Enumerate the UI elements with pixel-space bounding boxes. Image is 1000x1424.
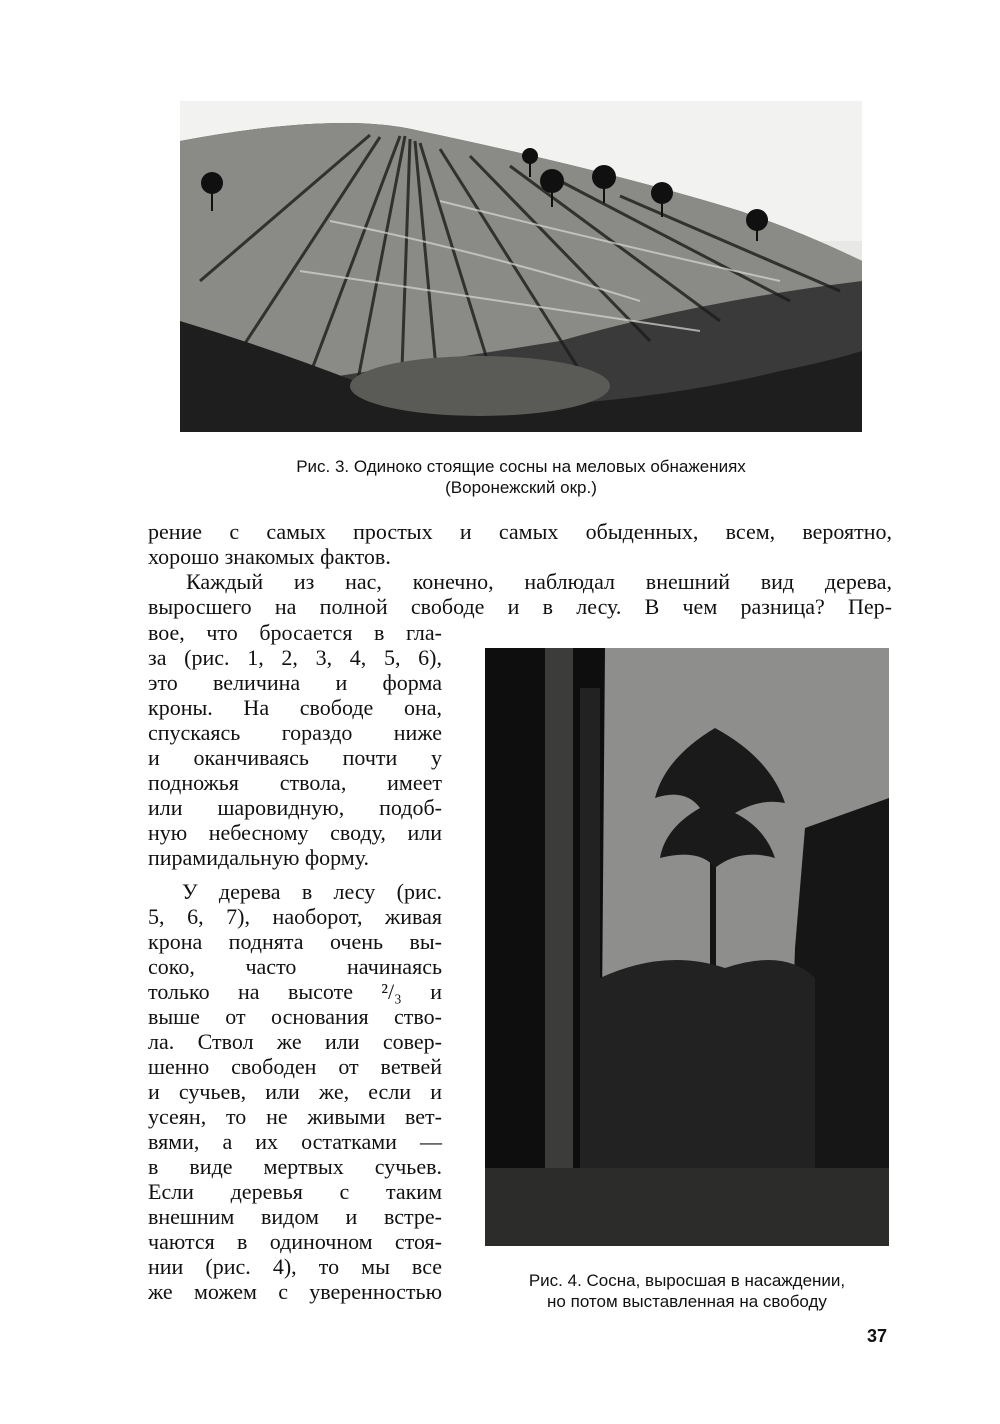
column-line-8: или шаровидную, подоб-: [148, 795, 442, 820]
page-number: 37: [867, 1326, 888, 1346]
figure-4-caption-line-2: но потом выставленная на свободу: [547, 1292, 827, 1311]
column-line-1: вое, что бросается в гла-: [148, 620, 442, 645]
column-line-7: подножья ствола, имеет: [148, 770, 442, 795]
figure-4-caption: [485, 1270, 889, 1312]
column-line-11: У дерева в лесу (рис.: [182, 879, 442, 904]
column-line-17: ла. Ствол же или совер-: [148, 1029, 442, 1054]
figure-4-caption-line-1: Рис. 4. Сосна, выросшая в насаждении,: [528, 1271, 846, 1290]
column-line-3: это величина и форма: [148, 670, 442, 695]
column-line-20: усеян, то не живыми вет-: [148, 1104, 442, 1129]
column-line-22: в виде мертвых сучьев.: [148, 1154, 442, 1179]
body-line-1: рение с самых простых и самых обыденных, всем, вероятно,: [148, 519, 892, 544]
body-line-2: хорошо знакомых фактов.: [148, 544, 391, 569]
body-line-3: Каждый из нас, конечно, наблюдал внешний вид дерева,: [186, 569, 892, 594]
figure-3-image: [180, 101, 862, 432]
column-line-15: только на высоте ²/₃ и: [148, 979, 442, 1004]
column-line-2: за (рис. 1, 2, 3, 4, 5, 6),: [148, 645, 442, 670]
column-line-19: и сучьев, или же, если и: [148, 1079, 442, 1104]
column-line-13: крона поднята очень вы-: [148, 929, 442, 954]
figure-3-caption-line-1: Рис. 3. Одиноко стоящие сосны на меловых обнажениях: [296, 457, 746, 476]
column-line-12: 5, 6, 7), наоборот, живая: [148, 904, 442, 929]
column-line-24: внешним видом и встре-: [148, 1204, 442, 1229]
column-line-9: ную небесному своду, или: [148, 820, 442, 845]
figure-4-image: [485, 648, 889, 1246]
column-line-14: соко, часто начинаясь: [148, 954, 442, 979]
column-line-25: чаются в одиночном стоя-: [148, 1229, 442, 1254]
column-line-5: спускаясь гораздо ниже: [148, 720, 442, 745]
column-line-21: вями, а их остатками —: [148, 1129, 442, 1154]
column-line-4: кроны. На свободе она,: [148, 695, 442, 720]
column-line-23: Если деревья с таким: [148, 1179, 442, 1204]
column-line-18: шенно свободен от ветвей: [148, 1054, 442, 1079]
column-line-27: же можем с уверенностью: [148, 1279, 442, 1304]
column-line-26: нии (рис. 4), то мы все: [148, 1254, 442, 1279]
figure-3-caption-line-2: (Воронежский окр.): [445, 478, 597, 497]
column-line-6: и оканчиваясь почти у: [148, 745, 442, 770]
column-line-10: пирамидальную форму.: [148, 845, 370, 870]
figure-3-caption: [180, 456, 862, 498]
body-line-4: выросшего на полной свободе и в лесу. В чем разница? Пер-: [148, 594, 892, 619]
column-line-16: выше от основания ство-: [148, 1004, 442, 1029]
